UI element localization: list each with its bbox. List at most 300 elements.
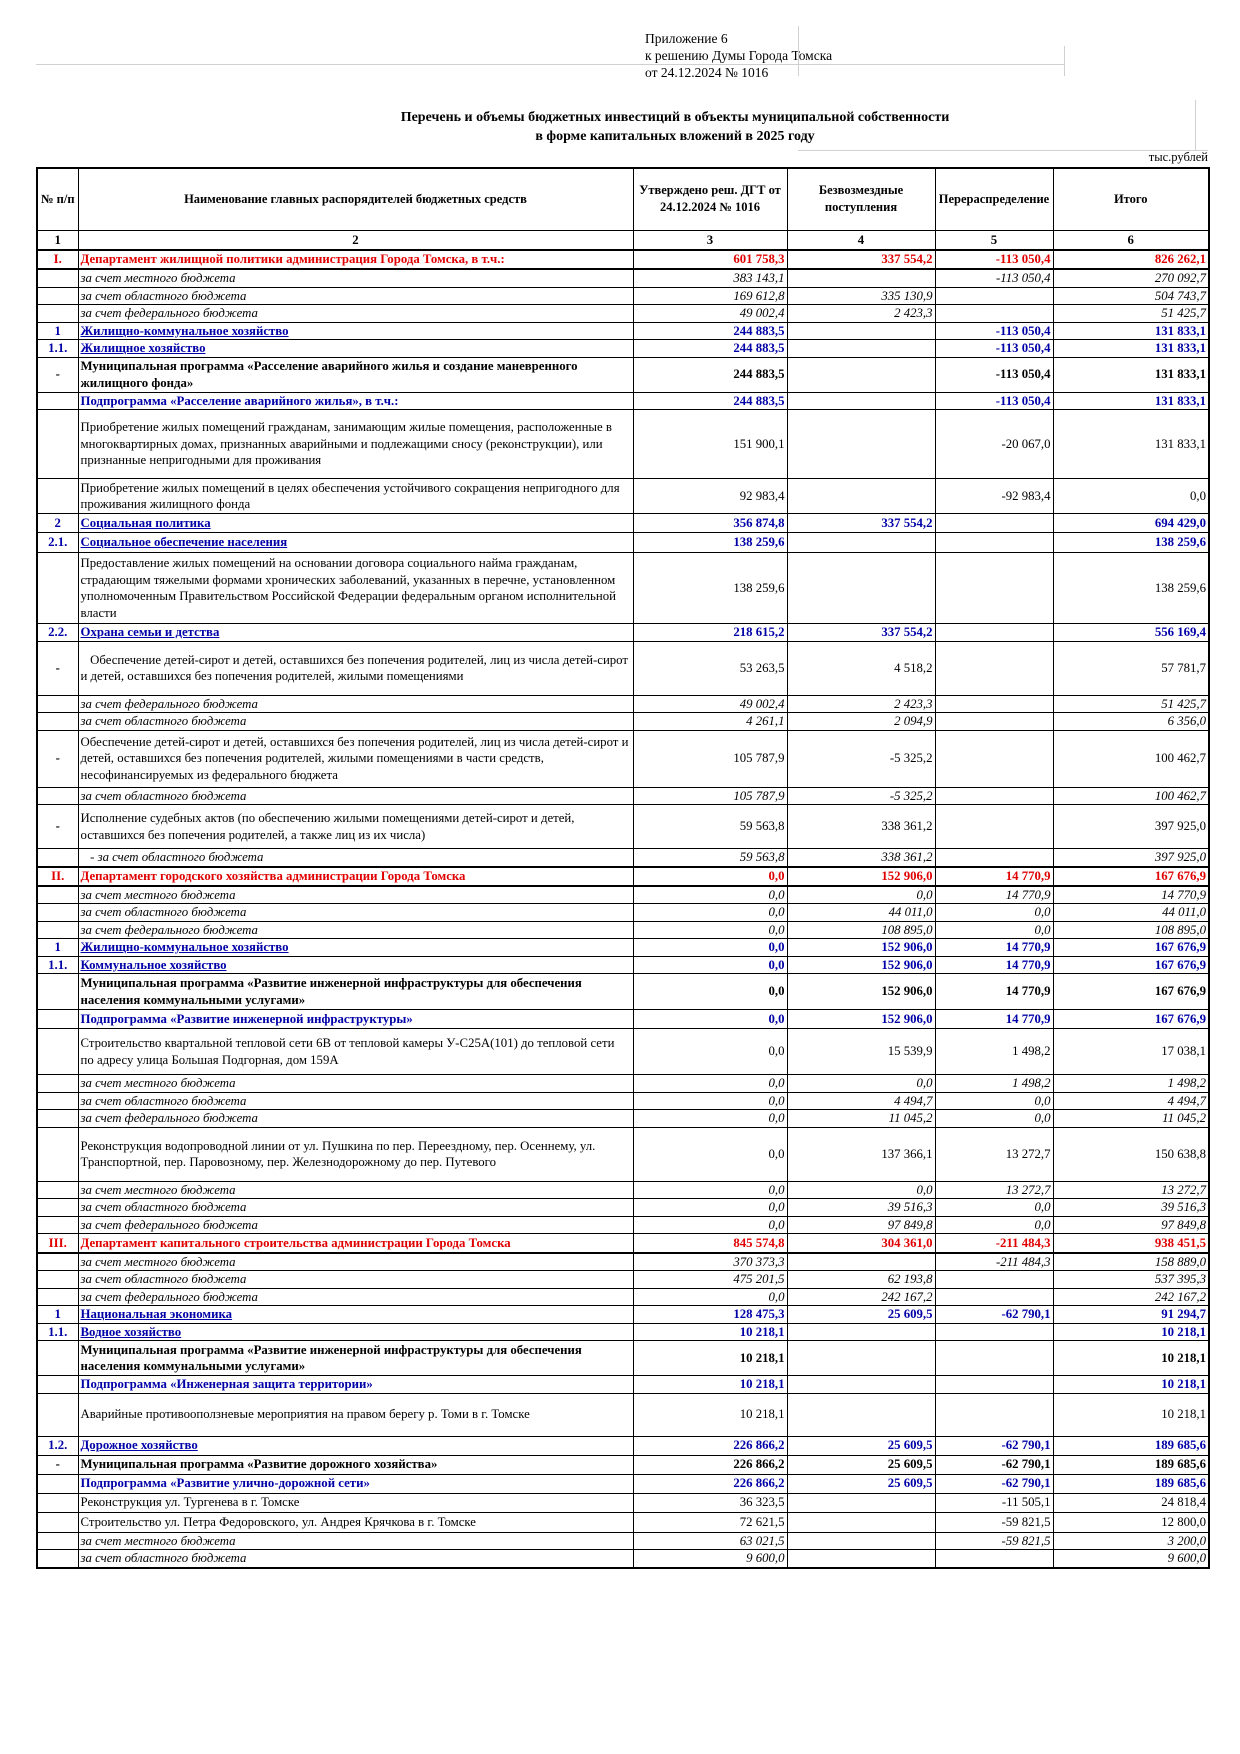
row-name: за счет федерального бюджета	[78, 921, 633, 939]
row-grants: 337 554,2	[787, 250, 935, 269]
row-approved: 10 218,1	[633, 1393, 787, 1436]
row-number	[37, 1288, 78, 1306]
row-number	[37, 1271, 78, 1289]
row-total: 158 889,0	[1053, 1253, 1209, 1271]
row-approved: 59 563,8	[633, 805, 787, 849]
row-name: Коммунальное хозяйство	[78, 956, 633, 974]
row-grants: 97 849,8	[787, 1216, 935, 1234]
row-number	[37, 1532, 78, 1550]
row-approved: 53 263,5	[633, 641, 787, 695]
program-row	[37, 357, 1209, 392]
row-redistribution: -113 050,4	[935, 250, 1053, 269]
section-row	[37, 1323, 1209, 1341]
unit-label: тыс.рублей	[1148, 150, 1208, 164]
row-redistribution: 0,0	[935, 1110, 1053, 1128]
row-number: 1	[37, 322, 78, 340]
funding-source-row	[37, 1271, 1209, 1289]
row-total: 189 685,6	[1053, 1436, 1209, 1455]
funding-source-row	[37, 1199, 1209, 1217]
row-total: 131 833,1	[1053, 392, 1209, 410]
row-number: I.	[37, 250, 78, 269]
row-name: Аварийные противооползневые мероприятия на правом берегу р. Томи в г. Томске	[78, 1393, 633, 1436]
row-approved: 0,0	[633, 1110, 787, 1128]
row-name: Реконструкция водопроводной линии от ул. Пушкина по пер. Переездному, пер. Осеннему, ул. Транспортной, пер. Паровозному, пер. Железнодорожному до пер. Путевого	[78, 1127, 633, 1181]
funding-source-row	[37, 1075, 1209, 1093]
subprogram-row	[37, 392, 1209, 410]
row-approved: 244 883,5	[633, 392, 787, 410]
section-row	[37, 1436, 1209, 1455]
row-number	[37, 921, 78, 939]
row-name: за счет местного бюджета	[78, 1532, 633, 1550]
row-redistribution	[935, 1288, 1053, 1306]
row-approved: 226 866,2	[633, 1455, 787, 1474]
row-approved: 10 218,1	[633, 1323, 787, 1341]
row-grants	[787, 1323, 935, 1341]
row-approved: 601 758,3	[633, 250, 787, 269]
row-grants: 108 895,0	[787, 921, 935, 939]
appendix-note	[645, 30, 832, 81]
row-approved: 72 621,5	[633, 1512, 787, 1532]
funding-source-row	[37, 787, 1209, 805]
row-grants: 152 906,0	[787, 939, 935, 957]
row-name: Обеспечение детей-сирот и детей, оставшихся без попечения родителей, лиц из числа детей-сирот и детей, оставшихся без попечения родителей, жилыми помещениями в части средств, несофинансируемых из федерального бюджета	[78, 730, 633, 787]
funding-source-row	[37, 695, 1209, 713]
row-redistribution: 0,0	[935, 1216, 1053, 1234]
row-name: за счет местного бюджета	[78, 886, 633, 904]
funding-source-row	[37, 1253, 1209, 1271]
row-redistribution: -113 050,4	[935, 340, 1053, 358]
row-approved: 10 218,1	[633, 1341, 787, 1376]
row-total: 131 833,1	[1053, 357, 1209, 392]
row-approved: 49 002,4	[633, 695, 787, 713]
row-redistribution: 1 498,2	[935, 1075, 1053, 1093]
row-redistribution	[935, 1376, 1053, 1394]
row-name: - за счет областного бюджета	[78, 849, 633, 867]
program-row	[37, 974, 1209, 1010]
row-number: 2	[37, 514, 78, 533]
col-number-4: 4	[787, 230, 935, 250]
row-total: 10 218,1	[1053, 1323, 1209, 1341]
row-total: 10 218,1	[1053, 1376, 1209, 1394]
department-row	[37, 250, 1209, 269]
department-row	[37, 867, 1209, 886]
row-grants: 25 609,5	[787, 1306, 935, 1324]
row-approved: 226 866,2	[633, 1436, 787, 1455]
row-grants	[787, 533, 935, 553]
row-approved: 0,0	[633, 1127, 787, 1181]
row-approved: 105 787,9	[633, 787, 787, 805]
row-number	[37, 1393, 78, 1436]
row-total: 39 516,3	[1053, 1199, 1209, 1217]
row-total: 12 800,0	[1053, 1512, 1209, 1532]
row-total: 100 462,7	[1053, 787, 1209, 805]
row-grants	[787, 322, 935, 340]
row-total: 537 395,3	[1053, 1271, 1209, 1289]
item-row	[37, 1393, 1209, 1436]
row-total: 17 038,1	[1053, 1029, 1209, 1075]
row-number: 1	[37, 1306, 78, 1324]
row-approved: 105 787,9	[633, 730, 787, 787]
row-approved: 0,0	[633, 1199, 787, 1217]
row-total: 108 895,0	[1053, 921, 1209, 939]
row-approved: 0,0	[633, 1288, 787, 1306]
col-number-1: 1	[37, 230, 78, 250]
row-grants	[787, 340, 935, 358]
funding-source-row	[37, 921, 1209, 939]
section-row	[37, 514, 1209, 533]
row-redistribution: 13 272,7	[935, 1127, 1053, 1181]
row-total: 11 045,2	[1053, 1110, 1209, 1128]
funding-source-row	[37, 1550, 1209, 1568]
row-number	[37, 1550, 78, 1568]
subprogram-row	[37, 1474, 1209, 1493]
row-total: 189 685,6	[1053, 1455, 1209, 1474]
row-name: за счет областного бюджета	[78, 287, 633, 305]
row-grants	[787, 553, 935, 624]
row-total: 556 169,4	[1053, 624, 1209, 642]
item-row	[37, 1512, 1209, 1532]
funding-source-row	[37, 1216, 1209, 1234]
row-approved: 244 883,5	[633, 357, 787, 392]
item-row	[37, 479, 1209, 514]
row-name: Водное хозяйство	[78, 1323, 633, 1341]
row-grants	[787, 1532, 935, 1550]
row-number	[37, 1253, 78, 1271]
row-number: 1.1.	[37, 956, 78, 974]
row-number: 2.2.	[37, 624, 78, 642]
row-approved: 0,0	[633, 921, 787, 939]
row-total: 138 259,6	[1053, 553, 1209, 624]
row-name: Предоставление жилых помещений на основании договора социального найма гражданам, страдающим тяжелыми формами хронических заболеваний, указанных в перечне, установленном уполномоченным Правительством Российской Федерации федеральным органом исполнительной власти	[78, 553, 633, 624]
row-grants: 15 539,9	[787, 1029, 935, 1075]
row-name: за счет областного бюджета	[78, 1550, 633, 1568]
row-redistribution: -211 484,3	[935, 1253, 1053, 1271]
row-name: за счет местного бюджета	[78, 1075, 633, 1093]
row-approved: 59 563,8	[633, 849, 787, 867]
row-name: за счет областного бюджета	[78, 1092, 633, 1110]
divider-unit	[798, 150, 1208, 151]
row-number	[37, 849, 78, 867]
item-row	[37, 553, 1209, 624]
funding-source-row	[37, 1092, 1209, 1110]
program-row	[37, 1341, 1209, 1376]
row-name: Исполнение судебных актов (по обеспечению жилыми помещениями детей-сирот и детей, оставшихся без попечения родителей, а также лиц из их числа)	[78, 805, 633, 849]
row-total: 51 425,7	[1053, 305, 1209, 323]
row-redistribution: 13 272,7	[935, 1181, 1053, 1199]
row-total: 270 092,7	[1053, 269, 1209, 287]
row-grants: 2 423,3	[787, 695, 935, 713]
row-approved: 0,0	[633, 886, 787, 904]
funding-source-row	[37, 1181, 1209, 1199]
row-redistribution: -59 821,5	[935, 1512, 1053, 1532]
row-number	[37, 1029, 78, 1075]
row-grants: 338 361,2	[787, 805, 935, 849]
section-row	[37, 322, 1209, 340]
row-grants: 152 906,0	[787, 956, 935, 974]
row-redistribution	[935, 514, 1053, 533]
item-row	[37, 1493, 1209, 1512]
row-total: 13 272,7	[1053, 1181, 1209, 1199]
row-number	[37, 1493, 78, 1512]
row-grants: 11 045,2	[787, 1110, 935, 1128]
row-grants: 2 423,3	[787, 305, 935, 323]
row-grants: 137 366,1	[787, 1127, 935, 1181]
row-total: 6 356,0	[1053, 713, 1209, 731]
row-grants	[787, 479, 935, 514]
row-redistribution	[935, 805, 1053, 849]
row-approved: 0,0	[633, 956, 787, 974]
row-approved: 0,0	[633, 1075, 787, 1093]
header-row	[37, 168, 1209, 230]
row-number	[37, 305, 78, 323]
row-redistribution: -92 983,4	[935, 479, 1053, 514]
row-redistribution: 0,0	[935, 904, 1053, 922]
section-row	[37, 340, 1209, 358]
row-grants	[787, 1393, 935, 1436]
row-number	[37, 787, 78, 805]
row-total: 694 429,0	[1053, 514, 1209, 533]
funding-source-row	[37, 287, 1209, 305]
item-row	[37, 410, 1209, 479]
row-approved: 0,0	[633, 939, 787, 957]
row-total: 1 498,2	[1053, 1075, 1209, 1093]
funding-source-row	[37, 1532, 1209, 1550]
row-name: Департамент капитального строительства администрации Города Томска	[78, 1234, 633, 1253]
row-redistribution: 14 770,9	[935, 939, 1053, 957]
funding-source-row	[37, 849, 1209, 867]
row-redistribution	[935, 695, 1053, 713]
row-grants	[787, 357, 935, 392]
row-grants	[787, 392, 935, 410]
section-row	[37, 939, 1209, 957]
row-grants: 39 516,3	[787, 1199, 935, 1217]
row-redistribution: -113 050,4	[935, 357, 1053, 392]
row-number: -	[37, 357, 78, 392]
row-approved: 0,0	[633, 1010, 787, 1029]
row-approved: 92 983,4	[633, 479, 787, 514]
divider-vertical-top-right	[1064, 46, 1065, 76]
row-approved: 475 201,5	[633, 1271, 787, 1289]
row-number	[37, 1474, 78, 1493]
row-grants: 25 609,5	[787, 1474, 935, 1493]
row-grants: 152 906,0	[787, 1010, 935, 1029]
row-total: 0,0	[1053, 479, 1209, 514]
row-redistribution	[935, 533, 1053, 553]
row-number	[37, 287, 78, 305]
col-number-3: 3	[633, 230, 787, 250]
row-grants	[787, 1493, 935, 1512]
title-line-2: в форме капитальных вложений в 2025 году	[535, 129, 815, 144]
row-grants: 44 011,0	[787, 904, 935, 922]
row-grants: 337 554,2	[787, 624, 935, 642]
row-number: 1.1.	[37, 340, 78, 358]
row-redistribution	[935, 287, 1053, 305]
row-name: Приобретение жилых помещений гражданам, занимающим жилые помещения, расположенные в многоквартирных домах, признанных аварийными и подлежащими сносу (реконструкции), или признанные непригодными для проживания	[78, 410, 633, 479]
row-name: Реконструкция ул. Тургенева в г. Томске	[78, 1493, 633, 1512]
appendix-line-3: от 24.12.2024 № 1016	[645, 65, 769, 80]
row-redistribution	[935, 305, 1053, 323]
row-grants: 25 609,5	[787, 1455, 935, 1474]
row-approved: 383 143,1	[633, 269, 787, 287]
row-approved: 244 883,5	[633, 340, 787, 358]
row-approved: 9 600,0	[633, 1550, 787, 1568]
row-total: 44 011,0	[1053, 904, 1209, 922]
row-grants	[787, 410, 935, 479]
row-number	[37, 410, 78, 479]
row-grants: 338 361,2	[787, 849, 935, 867]
row-approved: 244 883,5	[633, 322, 787, 340]
row-name: за счет областного бюджета	[78, 1199, 633, 1217]
row-approved: 138 259,6	[633, 553, 787, 624]
row-total: 131 833,1	[1053, 340, 1209, 358]
row-total: 167 676,9	[1053, 939, 1209, 957]
row-redistribution: 14 770,9	[935, 886, 1053, 904]
row-redistribution: 1 498,2	[935, 1029, 1053, 1075]
row-name: за счет федерального бюджета	[78, 1288, 633, 1306]
row-name: Обеспечение детей-сирот и детей, оставшихся без попечения родителей, лиц из числа детей-сирот и детей, оставшихся без попечения родителей, жилыми помещениями	[78, 641, 633, 695]
row-approved: 10 218,1	[633, 1376, 787, 1394]
divider-vertical-top	[798, 26, 799, 76]
section-row	[37, 533, 1209, 553]
row-number	[37, 1092, 78, 1110]
row-approved: 226 866,2	[633, 1474, 787, 1493]
row-redistribution: 14 770,9	[935, 974, 1053, 1010]
investment-table	[36, 167, 1210, 1569]
row-total: 167 676,9	[1053, 1010, 1209, 1029]
row-number	[37, 904, 78, 922]
header-grants: Безвозмездные поступления	[787, 168, 935, 230]
row-total: 14 770,9	[1053, 886, 1209, 904]
section-row	[37, 624, 1209, 642]
row-name: Жилищно-коммунальное хозяйство	[78, 322, 633, 340]
row-number	[37, 1127, 78, 1181]
funding-source-row	[37, 1110, 1209, 1128]
row-total: 91 294,7	[1053, 1306, 1209, 1324]
row-name: за счет местного бюджета	[78, 1253, 633, 1271]
row-name: за счет местного бюджета	[78, 269, 633, 287]
row-number	[37, 1075, 78, 1093]
row-name: Департамент городского хозяйства администрации Города Томска	[78, 867, 633, 886]
row-approved: 0,0	[633, 904, 787, 922]
item-row	[37, 641, 1209, 695]
row-grants: 4 494,7	[787, 1092, 935, 1110]
row-approved: 0,0	[633, 1181, 787, 1199]
row-name: Строительство квартальной тепловой сети 6В от тепловой камеры У-С25А(101) до тепловой сети по адресу улица Большая Подгорная, дом 159А	[78, 1029, 633, 1075]
row-number: III.	[37, 1234, 78, 1253]
row-approved: 63 021,5	[633, 1532, 787, 1550]
row-approved: 0,0	[633, 1029, 787, 1075]
row-grants: 242 167,2	[787, 1288, 935, 1306]
department-row	[37, 1234, 1209, 1253]
row-number	[37, 1110, 78, 1128]
row-name: Строительство ул. Петра Федоровского, ул. Андрея Крячкова в г. Томске	[78, 1512, 633, 1532]
row-total: 9 600,0	[1053, 1550, 1209, 1568]
row-grants: 152 906,0	[787, 867, 935, 886]
item-row	[37, 1029, 1209, 1075]
row-total: 131 833,1	[1053, 410, 1209, 479]
divider-top	[36, 64, 1064, 65]
row-name: Дорожное хозяйство	[78, 1436, 633, 1455]
row-redistribution: -113 050,4	[935, 392, 1053, 410]
row-name: за счет федерального бюджета	[78, 1216, 633, 1234]
item-row	[37, 730, 1209, 787]
row-approved: 138 259,6	[633, 533, 787, 553]
row-approved: 0,0	[633, 974, 787, 1010]
row-grants: 62 193,8	[787, 1271, 935, 1289]
row-approved: 36 323,5	[633, 1493, 787, 1512]
row-redistribution: -62 790,1	[935, 1455, 1053, 1474]
row-approved: 169 612,8	[633, 287, 787, 305]
row-name: Жилищно-коммунальное хозяйство	[78, 939, 633, 957]
row-approved: 370 373,3	[633, 1253, 787, 1271]
row-total: 397 925,0	[1053, 805, 1209, 849]
item-row	[37, 805, 1209, 849]
row-redistribution	[935, 730, 1053, 787]
col-number-2: 2	[78, 230, 633, 250]
row-approved: 0,0	[633, 1216, 787, 1234]
subprogram-row	[37, 1376, 1209, 1394]
row-total: 4 494,7	[1053, 1092, 1209, 1110]
row-redistribution	[935, 553, 1053, 624]
row-grants: -5 325,2	[787, 730, 935, 787]
row-number	[37, 553, 78, 624]
row-redistribution: 0,0	[935, 1199, 1053, 1217]
row-name: за счет областного бюджета	[78, 713, 633, 731]
funding-source-row	[37, 1288, 1209, 1306]
funding-source-row	[37, 713, 1209, 731]
row-redistribution: -59 821,5	[935, 1532, 1053, 1550]
row-number	[37, 1216, 78, 1234]
row-grants	[787, 1512, 935, 1532]
row-number	[37, 479, 78, 514]
row-redistribution	[935, 1550, 1053, 1568]
row-grants: 0,0	[787, 1075, 935, 1093]
row-name: Департамент жилищной политики администрация Города Томска, в т.ч.:	[78, 250, 633, 269]
row-redistribution: 14 770,9	[935, 1010, 1053, 1029]
row-grants	[787, 1376, 935, 1394]
row-name: Подпрограмма «Инженерная защита территории»	[78, 1376, 633, 1394]
row-number: 1.1.	[37, 1323, 78, 1341]
row-number	[37, 392, 78, 410]
row-total: 826 262,1	[1053, 250, 1209, 269]
funding-source-row	[37, 305, 1209, 323]
header-num: № п/п	[37, 168, 78, 230]
column-number-row	[37, 230, 1209, 250]
row-grants: 2 094,9	[787, 713, 935, 731]
row-total: 97 849,8	[1053, 1216, 1209, 1234]
row-name: за счет федерального бюджета	[78, 695, 633, 713]
row-redistribution: -62 790,1	[935, 1474, 1053, 1493]
row-redistribution	[935, 1393, 1053, 1436]
row-name: Охрана семьи и детства	[78, 624, 633, 642]
row-grants: 304 361,0	[787, 1234, 935, 1253]
funding-source-row	[37, 886, 1209, 904]
row-redistribution: 14 770,9	[935, 867, 1053, 886]
row-grants	[787, 1341, 935, 1376]
funding-source-row	[37, 269, 1209, 287]
row-redistribution	[935, 787, 1053, 805]
row-redistribution	[935, 624, 1053, 642]
row-number	[37, 1181, 78, 1199]
row-redistribution	[935, 641, 1053, 695]
row-number	[37, 695, 78, 713]
funding-source-row	[37, 904, 1209, 922]
row-redistribution	[935, 713, 1053, 731]
row-total: 189 685,6	[1053, 1474, 1209, 1493]
row-grants: 25 609,5	[787, 1436, 935, 1455]
row-number	[37, 886, 78, 904]
row-approved: 0,0	[633, 1092, 787, 1110]
